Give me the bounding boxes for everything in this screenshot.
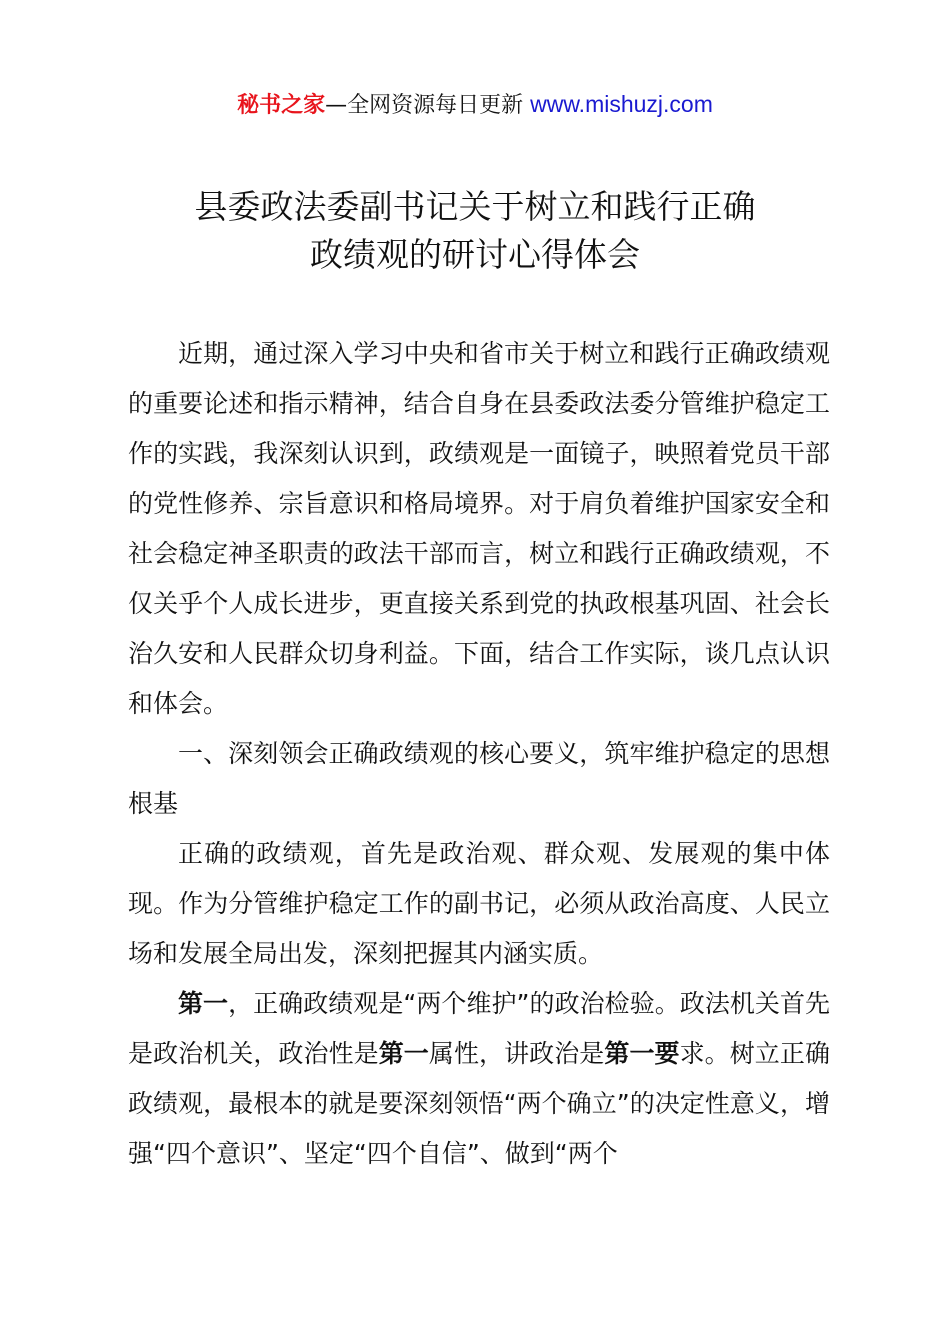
- body-paragraph: [128, 829, 830, 979]
- text-run: 属性，讲政治是: [428, 1039, 605, 1068]
- site-banner: [0, 88, 950, 122]
- bold-text-run: 第一: [178, 989, 229, 1018]
- document-title: [0, 183, 950, 279]
- brand-name: 秘书之家: [237, 93, 326, 118]
- bold-text-run: 第一: [378, 1039, 429, 1068]
- site-url-link[interactable]: www.mishuzj.com: [530, 91, 713, 117]
- text-run: 一、深刻领会正确政绩观的核心要义，筑牢维护稳定的思想根基: [128, 739, 830, 818]
- banner-slogan: —全网资源每日更新: [325, 93, 531, 118]
- text-run: ，正确政绩观是“两个维护”的政治检验。政法机关首先是政治机关，政治性是: [128, 989, 830, 1068]
- text-run: 正确的政绩观，首先是政治观、群众观、发展观的集中体现。作为分管维护稳定工作的副书记，必须从政治高度、人民立场和发展全局出发，深刻把握其内涵实质。: [128, 839, 830, 968]
- section-heading: [128, 729, 830, 829]
- text-run: 求。树立正确政绩观，最根本的就是要深刻领悟“两个确立”的决定性意义，增强“四个意识”、坚定“四个自信”、做到“两个: [128, 1039, 830, 1168]
- title-line-2: 政绩观的研讨心得体会: [310, 235, 640, 274]
- document-body: [128, 329, 830, 1179]
- title-line-1: 县委政法委副书记关于树立和践行正确: [194, 187, 756, 226]
- text-run: 近期，通过深入学习中央和省市关于树立和践行正确政绩观的重要论述和指示精神，结合自身在县委政法委分管维护稳定工作的实践，我深刻认识到，政绩观是一面镜子，映照着党员干部的党性修养、宗旨意识和格局境界。对于肩负着维护国家安全和社会稳定神圣职责的政法干部而言，树立和践行正确政绩观，不仅关乎个人成长进步，更直接关系到党的执政根基巩固、社会长治久安和人民群众切身利益。下面，结合工作实际，谈几点认识和体会。: [128, 339, 830, 718]
- body-paragraph: [128, 329, 830, 729]
- body-paragraph: [128, 979, 830, 1179]
- bold-text-run: 第一要: [604, 1039, 680, 1068]
